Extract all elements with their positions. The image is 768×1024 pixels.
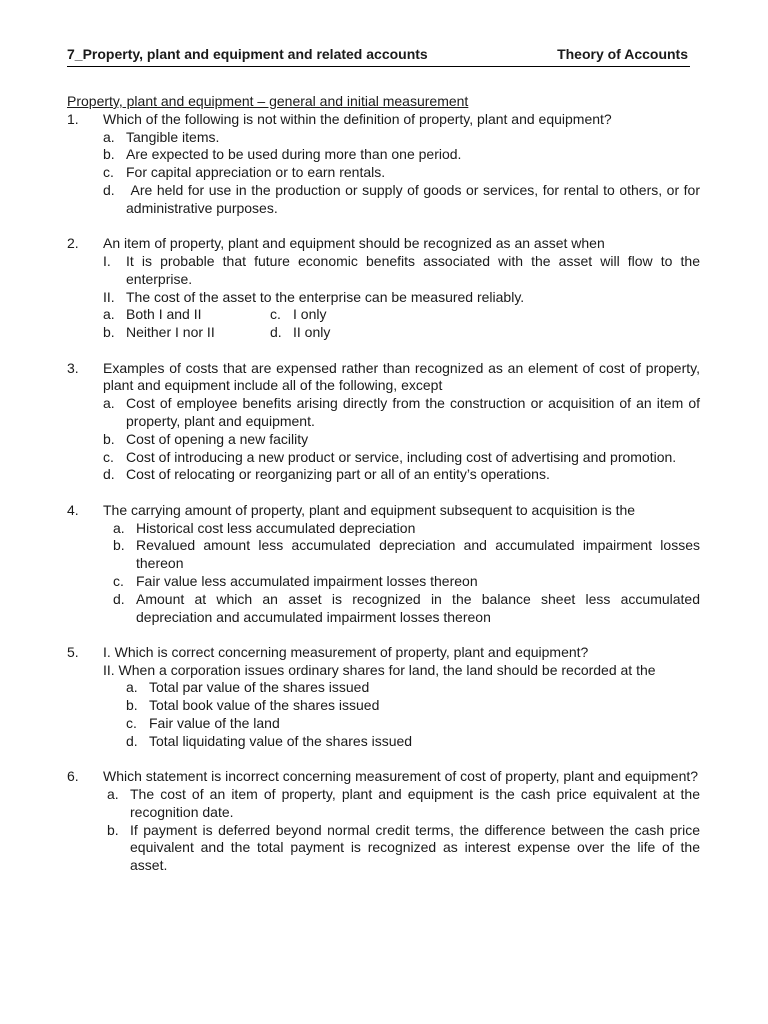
option-text: Amount at which an asset is recognized in the balance sheet less accumulated depreciation and accumulated impairment losses thereon [136, 590, 700, 625]
statement-label: II. [103, 288, 115, 305]
option-b [113, 537, 700, 573]
option-label: d. [270, 324, 282, 341]
option-list [113, 520, 700, 627]
option-d [103, 466, 700, 484]
statement-label: I. [103, 252, 111, 269]
option-label: c. [270, 306, 281, 323]
question-text-line-2: II. When a corporation issues ordinary shares for land, the land should be recorded at the [103, 661, 656, 678]
option-b [126, 697, 700, 715]
option-text: Neither I nor II [126, 324, 215, 341]
option-label: a. [113, 519, 125, 536]
question-number: 1. [67, 110, 79, 127]
option-b [103, 431, 700, 449]
option-label: b. [103, 430, 115, 447]
statement-text: It is probable that future economic benefits associated with the asset will flow to the enterprise. [126, 252, 700, 287]
option-text: II only [293, 324, 331, 341]
option-label: d. [103, 181, 115, 198]
statement-text: The cost of the asset to the enterprise can be measured reliably. [126, 288, 525, 305]
option-text: Total book value of the shares issued [149, 697, 380, 714]
option-label: b. [107, 821, 119, 838]
question-3 [67, 360, 700, 485]
option-text: I only [293, 306, 327, 323]
option-b [107, 822, 700, 875]
option-text: Fair value of the land [149, 715, 280, 732]
question-4 [67, 502, 700, 627]
option-d [270, 324, 470, 342]
option-a [103, 395, 700, 431]
question-number: 2. [67, 235, 79, 252]
option-c [270, 306, 470, 324]
statement-i [103, 253, 700, 289]
option-text: Are expected to be used during more than one period. [126, 146, 462, 163]
option-list [126, 679, 700, 750]
option-d [126, 733, 700, 751]
option-b [103, 146, 700, 164]
question-1 [67, 110, 704, 218]
question-number: 5. [67, 643, 79, 660]
option-c [113, 573, 700, 591]
option-grid [103, 306, 700, 342]
option-label: c. [103, 164, 114, 181]
option-list [107, 786, 700, 875]
option-list [103, 395, 700, 484]
option-c [103, 449, 700, 467]
option-label: a. [126, 679, 138, 696]
option-text: For capital appreciation or to earn rentals. [126, 164, 386, 181]
chapter-title: 7_Property, plant and equipment and related accounts [67, 46, 428, 62]
question-text: Which of the following is not within the definition of property, plant and equipment? [103, 110, 612, 127]
option-text: Tangible items. [126, 128, 220, 145]
option-text: Total liquidating value of the shares issued [149, 732, 413, 749]
option-text: Revalued amount less accumulated depreciation and accumulated impairment losses thereon [136, 537, 700, 572]
option-text: Cost of employee benefits arising directly from the construction or acquisition of an item of property, plant and equipment. [126, 395, 700, 429]
option-label: b. [113, 537, 125, 554]
option-a [126, 679, 700, 697]
option-c [126, 715, 700, 733]
statement-list [103, 253, 700, 306]
page-header [67, 44, 690, 67]
question-5 [67, 644, 700, 751]
section-heading: Property, plant and equipment – general and initial measurement [67, 93, 469, 109]
option-label: c. [126, 715, 137, 732]
option-d [103, 181, 704, 218]
option-d [113, 591, 700, 627]
option-text: If payment is deferred beyond normal credit terms, the difference between the cash price equivalent and the total payment is recognized as interest expense over the life of the asset. [130, 821, 700, 874]
option-label: b. [103, 146, 115, 163]
document-body [67, 93, 704, 875]
question-6 [67, 768, 700, 875]
question-text: The carrying amount of property, plant and equipment subsequent to acquisition is the [103, 501, 636, 518]
question-number: 6. [67, 768, 79, 785]
option-text: Cost of introducing a new product or service, including cost of advertising and promotion. [126, 448, 677, 465]
option-label: d. [126, 732, 138, 749]
option-label: a. [107, 786, 119, 803]
option-b [103, 324, 270, 342]
option-text: The cost of an item of property, plant and equipment is the cash price equivalent at the recognition date. [130, 786, 700, 820]
option-a [113, 520, 700, 538]
option-label: a. [103, 306, 115, 323]
option-label: b. [126, 697, 138, 714]
option-label: a. [103, 128, 115, 145]
question-text-line-1: I. Which is correct concerning measurement of property, plant and equipment? [103, 643, 589, 660]
option-a [107, 786, 700, 822]
question-2 [67, 235, 700, 342]
question-text: Which statement is incorrect concerning measurement of cost of property, plant and equipment? [103, 768, 699, 785]
option-label: d. [113, 590, 125, 607]
option-a [103, 306, 270, 324]
option-text: Both I and II [126, 306, 202, 323]
option-label: d. [103, 466, 115, 483]
question-text: An item of property, plant and equipment should be recognized as an asset when [103, 235, 605, 252]
option-text: Cost of relocating or reorganizing part or all of an entity’s operations. [126, 466, 550, 483]
option-a [103, 129, 700, 147]
option-label: b. [103, 324, 115, 341]
option-text: Cost of opening a new facility [126, 430, 309, 447]
question-number: 3. [67, 359, 79, 376]
option-label: c. [113, 572, 124, 589]
subject-title: Theory of Accounts [557, 46, 688, 62]
option-text: Fair value less accumulated impairment losses thereon [136, 572, 478, 589]
option-text: Total par value of the shares issued [149, 679, 370, 696]
option-text: Historical cost less accumulated depreciation [136, 519, 416, 536]
option-label: a. [103, 395, 115, 412]
option-c [103, 164, 700, 182]
statement-ii [103, 289, 700, 307]
option-label: c. [103, 448, 114, 465]
question-text: Examples of costs that are expensed rather than recognized as an element of cost of property, plant and equipment include all of the following, except [103, 359, 700, 394]
question-number: 4. [67, 501, 79, 518]
option-list [103, 128, 704, 218]
option-text: Are held for use in the production or supply of goods or services, for rental to others, or for administrative purposes. [126, 181, 704, 216]
